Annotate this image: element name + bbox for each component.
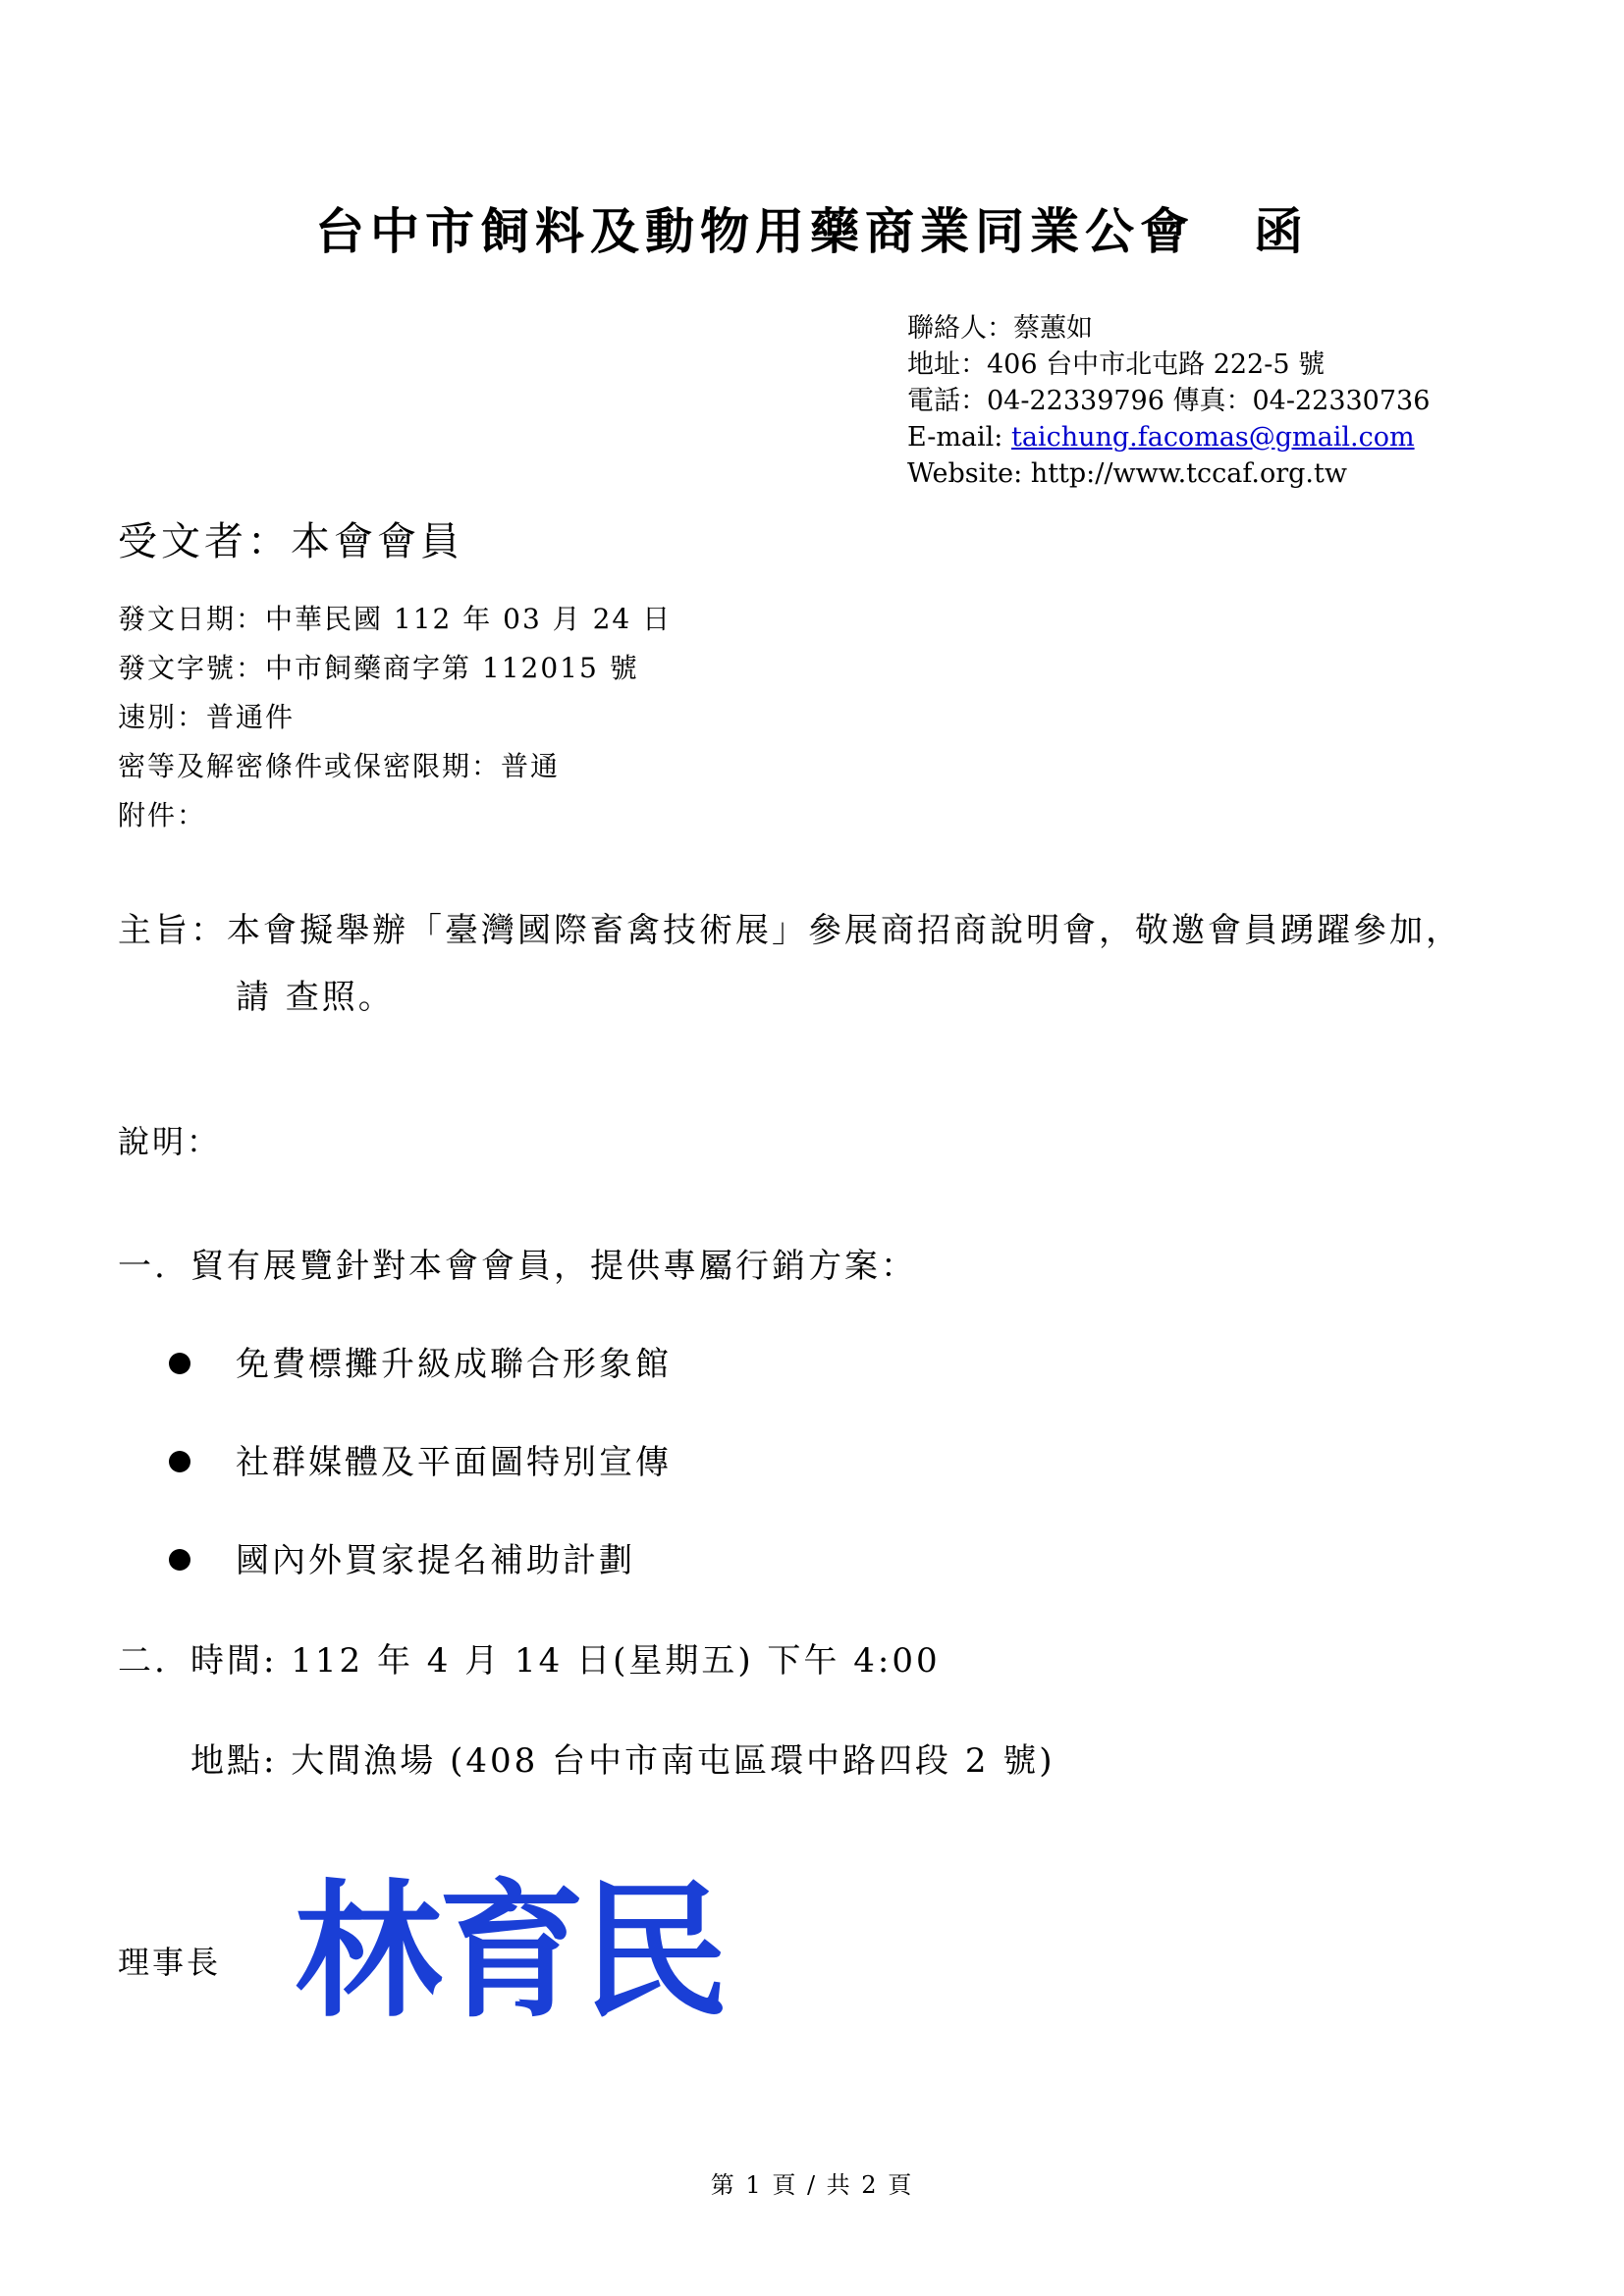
delivery-speed: 速別：普通件 <box>118 701 296 733</box>
document-meta <box>118 595 672 840</box>
page-footer: 第 1 頁 / 共 2 頁 <box>710 2171 914 2199</box>
bullet-text: 免費標攤升級成聯合形象館 <box>236 1345 672 1384</box>
bullet-dot-icon <box>169 1549 190 1571</box>
subject-line-2: 請 查照。 <box>236 978 395 1017</box>
bullet-text: 社群媒體及平面圖特別宣傳 <box>236 1443 672 1482</box>
email-label: E-mail: <box>907 422 1011 453</box>
contact-website: Website: http://www.tccaf.org.tw <box>907 458 1347 489</box>
contact-email-line <box>907 419 1430 455</box>
bullet-text: 國內外買家提名補助計劃 <box>236 1541 635 1580</box>
item-1-text: 貿有展覽針對本會會員，提供專屬行銷方案： <box>190 1247 917 1286</box>
item-2-number: 二. <box>118 1641 168 1681</box>
bullet-item <box>169 1337 672 1385</box>
bullet-item <box>169 1435 672 1483</box>
chairman-signature-stamp <box>295 1865 746 2032</box>
document-title <box>0 192 1624 263</box>
recipient: 受文者：本會會員 <box>118 519 463 564</box>
title-doc-type: 函 <box>1254 202 1309 260</box>
title-organization: 台中市飼料及動物用藥商業同業公會 <box>315 202 1195 260</box>
bullet-dot-icon <box>169 1451 190 1472</box>
contact-address: 地址：406 台中市北屯路 222-5 號 <box>907 349 1326 380</box>
chairman-title: 理事長 <box>118 1944 222 1981</box>
bullet-item <box>169 1533 635 1581</box>
bullet-dot-icon <box>169 1353 190 1374</box>
explanation-label: 說明： <box>118 1123 222 1160</box>
document-number: 發文字號：中市飼藥商字第 112015 號 <box>118 652 639 684</box>
contact-block <box>907 310 1430 492</box>
item-2 <box>118 1633 941 1682</box>
svg-text:林育民: 林育民 <box>295 1867 726 2032</box>
security-level: 密等及解密條件或保密限期：普通 <box>118 750 561 782</box>
issue-date: 發文日期：中華民國 112 年 03 月 24 日 <box>118 603 673 635</box>
item-2-place: 地點: 大間漁場 (408 台中市南屯區環中路四段 2 號) <box>190 1741 1056 1781</box>
contact-phone-fax: 電話：04-22339796 傳真：04-22330736 <box>907 386 1431 416</box>
item-1-number: 一. <box>118 1247 168 1286</box>
contact-person: 聯絡人：蔡蕙如 <box>907 313 1093 344</box>
email-link[interactable]: taichung.facomas@gmail.com <box>1010 422 1415 453</box>
subject-line-1: 主旨：本會擬舉辦「臺灣國際畜禽技術展」參展商招商說明會，敬邀會員踴躍參加， <box>118 911 1462 950</box>
attachments: 附件： <box>118 799 207 831</box>
item-1 <box>118 1239 917 1287</box>
item-2-time: 時間: 112 年 4 月 14 日(星期五) 下午 4:00 <box>190 1641 941 1681</box>
